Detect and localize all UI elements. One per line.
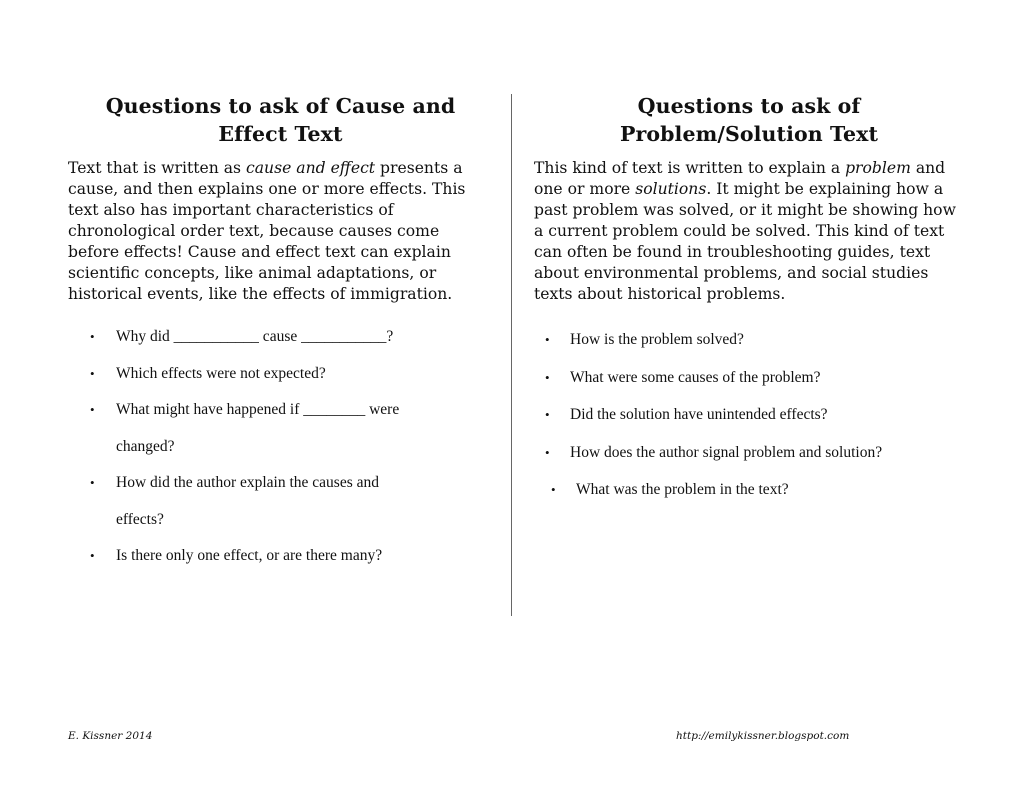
bullet-icon: •	[545, 407, 550, 422]
bullet-icon: •	[90, 475, 95, 490]
bullet-icon: •	[90, 402, 95, 417]
footer-url: http://emilykissner.blogspot.com	[676, 730, 850, 742]
cause-effect-intro-pre: Text that is written as	[68, 159, 247, 177]
list-item	[534, 471, 964, 509]
problem-solution-intro-mid: and one or more	[534, 159, 946, 198]
problem-solution-title	[534, 92, 964, 148]
problem-solution-intro-pre: This kind of text is written to explain a	[534, 159, 846, 177]
problem-solution-title-line2: Problem/Solution Text	[619, 122, 879, 146]
cause-effect-title-line1: Questions to ask of Cause and	[105, 94, 456, 118]
question-text: How did the author explain the causes and	[116, 474, 379, 491]
footer-author: E. Kissner 2014	[68, 730, 153, 742]
problem-solution-title-line1: Questions to ask of	[637, 94, 861, 118]
list-item	[68, 356, 493, 393]
question-text: changed?	[116, 437, 175, 455]
question-text: Is there only one effect, or are there many?	[116, 547, 383, 564]
list-item	[68, 392, 493, 429]
list-item-continuation	[68, 429, 493, 466]
bullet-icon: •	[545, 444, 550, 460]
question-text: What were some causes of the problem?	[570, 368, 821, 386]
cause-effect-title-line2: Effect Text	[218, 122, 343, 146]
bullet-icon: •	[545, 332, 550, 347]
question-text: Did the solution have unintended effects?	[570, 406, 828, 423]
list-item	[68, 319, 493, 356]
question-text: What might have happened if ________ were	[116, 401, 400, 418]
bullet-icon: •	[90, 548, 95, 563]
cause-effect-intro-emphasis: cause and effect	[246, 159, 376, 177]
question-text: effects?	[116, 510, 164, 528]
problem-solution-intro-post: . It might be explaining how a past problem was solved, or it might be showing how a current problem could be solved. This kind of text can often be found in troubleshooting guides, text about environmental problems, and social studies texts about historical problems.	[534, 180, 956, 303]
list-item	[534, 396, 964, 434]
cause-effect-column	[68, 92, 493, 575]
problem-solution-question-list	[534, 321, 964, 509]
problem-solution-column	[534, 92, 964, 509]
list-item	[534, 359, 964, 397]
bullet-icon: •	[90, 365, 95, 381]
column-divider	[511, 94, 512, 616]
list-item	[68, 465, 493, 502]
question-text: How is the problem solved?	[570, 331, 744, 348]
cause-effect-intro	[68, 158, 493, 305]
question-text: Why did ___________ cause ___________?	[116, 328, 394, 345]
list-item-continuation	[68, 502, 493, 539]
problem-solution-intro	[534, 158, 964, 305]
cause-effect-intro-post: presents a cause, and then explains one or more effects. This text also has important characteristics of chronological order text, because causes come before effects! Cause and effect text can explain scientific concepts, like animal adaptations, or historical events, like the effects of immigration.	[68, 159, 466, 303]
cause-effect-question-list	[68, 319, 493, 575]
list-item	[68, 538, 493, 575]
bullet-icon: •	[545, 369, 550, 385]
problem-solution-intro-emphasis-solutions: solutions	[635, 180, 707, 198]
bullet-icon: •	[551, 482, 556, 497]
problem-solution-intro-emphasis-problem: problem	[845, 159, 911, 177]
question-text: How does the author signal problem and solution?	[570, 443, 883, 461]
question-text: Which effects were not expected?	[116, 364, 326, 382]
list-item	[534, 434, 964, 472]
list-item	[534, 321, 964, 359]
cause-effect-title	[68, 92, 493, 148]
question-text: What was the problem in the text?	[576, 481, 789, 498]
bullet-icon: •	[90, 329, 95, 344]
